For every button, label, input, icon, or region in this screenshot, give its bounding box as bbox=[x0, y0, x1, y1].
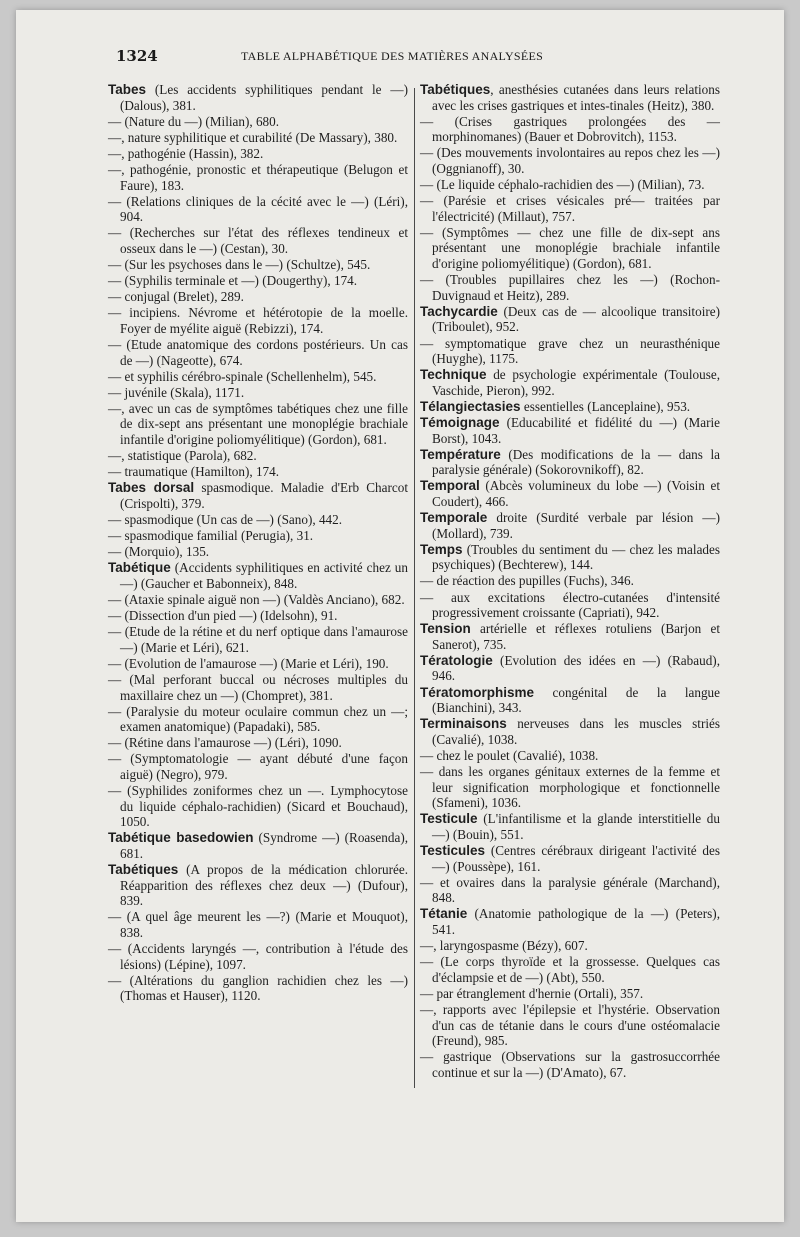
index-entry bbox=[420, 843, 720, 874]
index-entry-text: — traumatique (Hamilton), 174. bbox=[108, 464, 280, 480]
index-entry bbox=[108, 704, 408, 735]
index-entry-text: essentielles (Lanceplaine), 953. bbox=[520, 398, 691, 414]
index-entry-text: —, avec un cas de symptômes tabétiques chez une fille de dix-sept ans présentant une monoplégie brachiale infantile d'origine poliomyélitique) (Gordon), 681. bbox=[108, 400, 408, 448]
index-headword: Tabétiques bbox=[108, 862, 179, 878]
index-entry bbox=[108, 480, 408, 511]
index-entry-text: (Syndrome —) (Roasenda), 681. bbox=[120, 830, 409, 861]
index-entry bbox=[108, 448, 408, 464]
index-entry-text: — spasmodique (Un cas de —) (Sano), 442. bbox=[108, 512, 343, 528]
index-entry bbox=[420, 986, 720, 1002]
index-headword: Télangiectasies bbox=[420, 398, 521, 414]
index-entry bbox=[420, 510, 720, 541]
index-entry-text: — (Nature du —) (Milian), 680. bbox=[108, 113, 280, 129]
index-headword: Temps bbox=[420, 541, 463, 557]
index-entry bbox=[108, 369, 408, 385]
index-headword: Technique bbox=[420, 367, 487, 383]
index-entry bbox=[108, 114, 408, 130]
book-page bbox=[16, 10, 784, 1222]
index-entry-text: —, pathogénie, pronostic et thérapeutique (Belugon et Faure), 183. bbox=[108, 161, 408, 193]
index-entry bbox=[420, 367, 720, 398]
index-entry-text: — aux excitations électro-cutanées d'intensité progressivement croissante (Capriati), 942. bbox=[420, 589, 720, 621]
index-entry-text: — (Morquio), 135. bbox=[108, 544, 210, 560]
index-entry-text: —, rapports avec l'épilepsie et l'hystérie. Observation d'un cas de tétanie dans le cours d'une ostéomalacie (Freund), 985. bbox=[420, 1001, 720, 1049]
index-entry-text: — (Relations cliniques de la cécité avec le —) (Léri), 904. bbox=[108, 193, 408, 225]
index-entry-text: de psychologie expérimentale (Toulouse, Vaschide, Pieron), 992. bbox=[432, 367, 720, 398]
index-entry-text: (L'infantilisme et la glande interstitielle du —) (Bouin), 551. bbox=[432, 811, 720, 842]
index-entry bbox=[420, 1049, 720, 1080]
index-entry-text: — (Etude de la rétine et du nerf optique dans l'amaurose —) (Marie et Léri), 621. bbox=[108, 624, 408, 655]
index-entry-text: — chez le poulet (Cavalié), 1038. bbox=[420, 747, 599, 763]
index-entry bbox=[108, 385, 408, 401]
index-entry-text: , anesthésies cutanées dans leurs relations avec les crises gastriques et intes-tinales (Heitz), 380. bbox=[432, 82, 720, 113]
index-entry-text: — et ovaires dans la paralysie générale (Marchand), 848. bbox=[420, 874, 720, 906]
index-entry bbox=[108, 194, 408, 225]
index-entry-text: (Deux cas de — alcoolique transitoire) (Triboulet), 952. bbox=[432, 303, 720, 335]
index-entry-text: — (Sur les psychoses dans le —) (Schultze), 545. bbox=[108, 257, 371, 273]
index-entry-text: (A propos de la médication chlorurée. Réapparition des réflexes chez deux —) (Dufour), 839. bbox=[120, 862, 408, 909]
index-headword: Tabes dorsal bbox=[108, 480, 195, 496]
page-header bbox=[116, 47, 744, 69]
index-entry-text: — spasmodique familial (Perugia), 31. bbox=[108, 528, 314, 544]
index-entry bbox=[420, 272, 720, 303]
index-entry bbox=[420, 542, 720, 573]
index-entry-text: — gastrique (Observations sur la gastrosuccorrhée continue et sur la —) (D'Amato), 67. bbox=[420, 1049, 720, 1080]
index-entry-text: — (A quel âge meurent les —?) (Marie et Mouquot), 838. bbox=[108, 909, 408, 940]
index-entry-text: — (Crises gastriques prolongées des — morphinomanes) (Bauer et Dobrovitch), 1153. bbox=[420, 113, 720, 145]
index-entry-text: — (Paralysie du moteur oculaire commun chez un —; examen anatomique) (Papadaki), 585. bbox=[108, 703, 408, 735]
index-entry-text: droite (Surdité verbale par lésion —) (Mollard), 739. bbox=[432, 510, 720, 541]
index-entry-text: —, laryngospasme (Bézy), 607. bbox=[420, 938, 588, 954]
index-entry bbox=[108, 830, 408, 861]
column-divider bbox=[414, 88, 415, 1088]
index-entry bbox=[108, 608, 408, 624]
index-entry bbox=[108, 656, 408, 672]
index-entry bbox=[420, 82, 720, 113]
index-entry-text: (Troubles du sentiment du — chez les malades psychiques) (Bechterew), 144. bbox=[432, 541, 720, 573]
index-entry bbox=[420, 447, 720, 478]
index-headword: Temporal bbox=[420, 478, 480, 494]
index-entry bbox=[420, 685, 720, 716]
index-headword: Terminaisons bbox=[420, 716, 507, 732]
index-entry-text: — (Des mouvements involontaires au repos chez les —) (Oggnianoff), 30. bbox=[420, 145, 720, 176]
index-entry-text: — juvénile (Skala), 1171. bbox=[108, 384, 245, 400]
index-entry-text: — (Altérations du ganglion rachidien chez les —) (Thomas et Hauser), 1120. bbox=[108, 972, 408, 1004]
index-entry-text: — (Symptômes — chez une fille de dix-sept ans présentant une monoplégie brachiale infantile d'origine poliomyélitique) (Gordon), 681. bbox=[420, 224, 720, 272]
index-entry-text: (Abcès volumineux du lobe —) (Voisin et Coudert), 466. bbox=[432, 478, 720, 509]
index-entry bbox=[420, 764, 720, 811]
index-entry-text: spasmodique. Maladie d'Erb Charcot (Crispolti), 379. bbox=[120, 480, 409, 511]
index-column-right bbox=[420, 82, 720, 1081]
index-entry-text: — (Le corps thyroïde et la grossesse. Quelques cas d'éclampsie et de —) (Abt), 550. bbox=[420, 954, 720, 985]
index-entry-text: (Anatomie pathologique de la —) (Peters), 541. bbox=[432, 906, 720, 937]
index-entry bbox=[108, 257, 408, 273]
index-entry-text: (Les accidents syphilitiques pendant le —) (Dalous), 381. bbox=[120, 82, 408, 113]
index-entry bbox=[420, 590, 720, 621]
index-entry bbox=[108, 909, 408, 940]
index-entry bbox=[108, 735, 408, 751]
index-entry bbox=[108, 162, 408, 193]
index-entry bbox=[108, 512, 408, 528]
index-entry bbox=[420, 954, 720, 985]
index-entry-text: — (Recherches sur l'état des réflexes tendineux et osseux dans le —) (Cestan), 30. bbox=[108, 225, 408, 256]
index-entry bbox=[420, 573, 720, 589]
index-entry bbox=[420, 225, 720, 272]
index-headword: Témoignage bbox=[420, 414, 500, 430]
index-entry bbox=[108, 464, 408, 480]
index-entry bbox=[108, 401, 408, 448]
index-headword: Testicules bbox=[420, 843, 486, 858]
index-entry-text: — (Rétine dans l'amaurose —) (Léri), 1090. bbox=[108, 735, 342, 751]
index-entry bbox=[420, 875, 720, 906]
index-headword: Tension bbox=[420, 621, 471, 637]
index-entry-text: — (Accidents laryngés —, contribution à l'étude des lésions) (Lépine), 1097. bbox=[108, 941, 408, 972]
index-entry-text: —, statistique (Parola), 682. bbox=[108, 448, 257, 464]
index-entry-text: — par étranglement d'hernie (Ortali), 357. bbox=[420, 985, 644, 1001]
index-entry-text: — (Ataxie spinale aiguë non —) (Valdès Anciano), 682. bbox=[108, 592, 405, 607]
index-entry-text: artérielle et réflexes rotuliens (Barjon et Sanerot), 735. bbox=[432, 621, 720, 652]
index-entry bbox=[420, 415, 720, 446]
index-headword: Tabétique basedowien bbox=[108, 830, 254, 846]
index-entry-text: —, nature syphilitique et curabilité (De Massary), 380. bbox=[108, 129, 398, 145]
index-headword: Tabétiques bbox=[420, 82, 491, 97]
index-entry-text: — (Dissection d'un pied —) (Idelsohn), 91. bbox=[108, 608, 338, 624]
index-entry bbox=[420, 399, 720, 415]
index-entry-text: — (Syphilis terminale et —) (Dougerthy), 174. bbox=[108, 273, 358, 289]
index-entry bbox=[420, 811, 720, 842]
index-entry bbox=[108, 862, 408, 909]
index-entry bbox=[108, 544, 408, 560]
index-entry-text: — (Mal perforant buccal ou nécroses multiples du maxillaire chez un —) (Chompret), 381. bbox=[108, 671, 408, 703]
index-entry-text: — (Troubles pupillaires chez les —) (Rochon-Duvignaud et Heitz), 289. bbox=[420, 272, 720, 303]
index-entry-text: — conjugal (Brelet), 289. bbox=[108, 289, 244, 305]
index-entry-text: nerveuses dans les muscles striés (Cavalié), 1038. bbox=[432, 716, 720, 747]
index-entry bbox=[108, 592, 408, 608]
page-number: 1324 bbox=[116, 47, 158, 65]
index-entry-text: — dans les organes génitaux externes de la femme et leur signification morphologique et fonctionnelle (Sfameni), 1036. bbox=[420, 764, 720, 811]
index-entry-text: — (Symptomatologie — ayant débuté d'une façon aiguë) (Negro), 979. bbox=[108, 751, 408, 783]
index-entry bbox=[108, 560, 408, 591]
index-entry bbox=[108, 337, 408, 368]
index-entry bbox=[420, 193, 720, 224]
index-entry-text: — (Parésie et crises vésicales pré— traitées par l'électricité) (Millaut), 757. bbox=[420, 193, 720, 224]
index-entry bbox=[108, 225, 408, 256]
index-entry bbox=[108, 973, 408, 1004]
index-entry-text: — de réaction des pupilles (Fuchs), 346. bbox=[420, 573, 634, 589]
index-entry-text: — symptomatique grave chez un neurasthénique (Huyghe), 1175. bbox=[420, 335, 720, 367]
index-entry-text: (Evolution des idées en —) (Rabaud), 946. bbox=[432, 652, 720, 684]
index-entry bbox=[108, 624, 408, 655]
index-entry bbox=[420, 336, 720, 367]
index-headword: Température bbox=[420, 446, 501, 462]
index-entry bbox=[108, 146, 408, 162]
index-entry-text: (Educabilité et fidélité du —) (Marie Borst), 1043. bbox=[432, 414, 720, 446]
index-headword: Temporale bbox=[420, 510, 488, 526]
index-entry-text: —, pathogénie (Hassin), 382. bbox=[108, 145, 264, 161]
index-entry bbox=[420, 653, 720, 684]
index-headword: Tabétique bbox=[108, 560, 171, 576]
index-headword: Tachycardie bbox=[420, 303, 498, 319]
index-entry bbox=[420, 938, 720, 954]
index-headword: Tétanie bbox=[420, 906, 468, 922]
index-entry bbox=[108, 783, 408, 830]
index-entry bbox=[108, 941, 408, 972]
index-entry-text: — (Syphilides zoniformes chez un —. Lymphocytose du liquide céphalo-rachidien) (Sicard et Bouchaud), 1050. bbox=[108, 783, 408, 830]
index-entry-text: — et syphilis cérébro-spinale (Schellenhelm), 545. bbox=[108, 368, 377, 384]
index-entry bbox=[420, 1002, 720, 1049]
index-entry-text: — incipiens. Névrome et hétérotopie de la moelle. Foyer de myélite aiguë (Rebizzi), 174. bbox=[108, 305, 408, 336]
index-entry bbox=[108, 528, 408, 544]
index-headword: Testicule bbox=[420, 811, 478, 827]
index-entry-text: congénital de la langue (Bianchini), 343. bbox=[432, 684, 720, 716]
index-entry bbox=[108, 672, 408, 703]
index-entry bbox=[108, 305, 408, 336]
index-entry bbox=[420, 114, 720, 145]
index-entry bbox=[108, 82, 408, 113]
index-entry bbox=[420, 748, 720, 764]
index-entry bbox=[420, 145, 720, 176]
index-entry bbox=[420, 716, 720, 747]
index-entry-text: — (Le liquide céphalo-rachidien des —) (Milian), 73. bbox=[420, 177, 705, 193]
index-entry-text: (Accidents syphilitiques en activité chez un —) (Gaucher et Babonneix), 848. bbox=[120, 560, 408, 591]
index-entry bbox=[420, 621, 720, 652]
index-entry-text: — (Evolution de l'amaurose —) (Marie et Léri), 190. bbox=[108, 655, 389, 671]
index-column-left bbox=[108, 82, 408, 1004]
index-entry bbox=[108, 130, 408, 146]
index-entry bbox=[420, 177, 720, 193]
index-entry-text: — (Etude anatomique des cordons postérieurs. Un cas de —) (Nageotte), 674. bbox=[108, 337, 408, 368]
running-title: TABLE ALPHABÉTIQUE DES MATIÈRES ANALYSÉES bbox=[241, 49, 544, 63]
index-entry bbox=[420, 906, 720, 937]
index-headword: Tératologie bbox=[420, 652, 493, 668]
index-headword: Tératomorphisme bbox=[420, 684, 535, 700]
index-entry-text: (Centres cérébraux dirigeant l'activité des —) (Poussèpe), 161. bbox=[432, 843, 720, 874]
index-entry bbox=[420, 478, 720, 509]
index-entry-text: (Des modifications de la — dans la paralysie générale) (Sokorovnikoff), 82. bbox=[432, 446, 720, 478]
index-entry bbox=[420, 304, 720, 335]
index-entry bbox=[108, 273, 408, 289]
index-entry bbox=[108, 289, 408, 305]
index-headword: Tabes bbox=[108, 82, 147, 97]
index-entry bbox=[108, 751, 408, 782]
